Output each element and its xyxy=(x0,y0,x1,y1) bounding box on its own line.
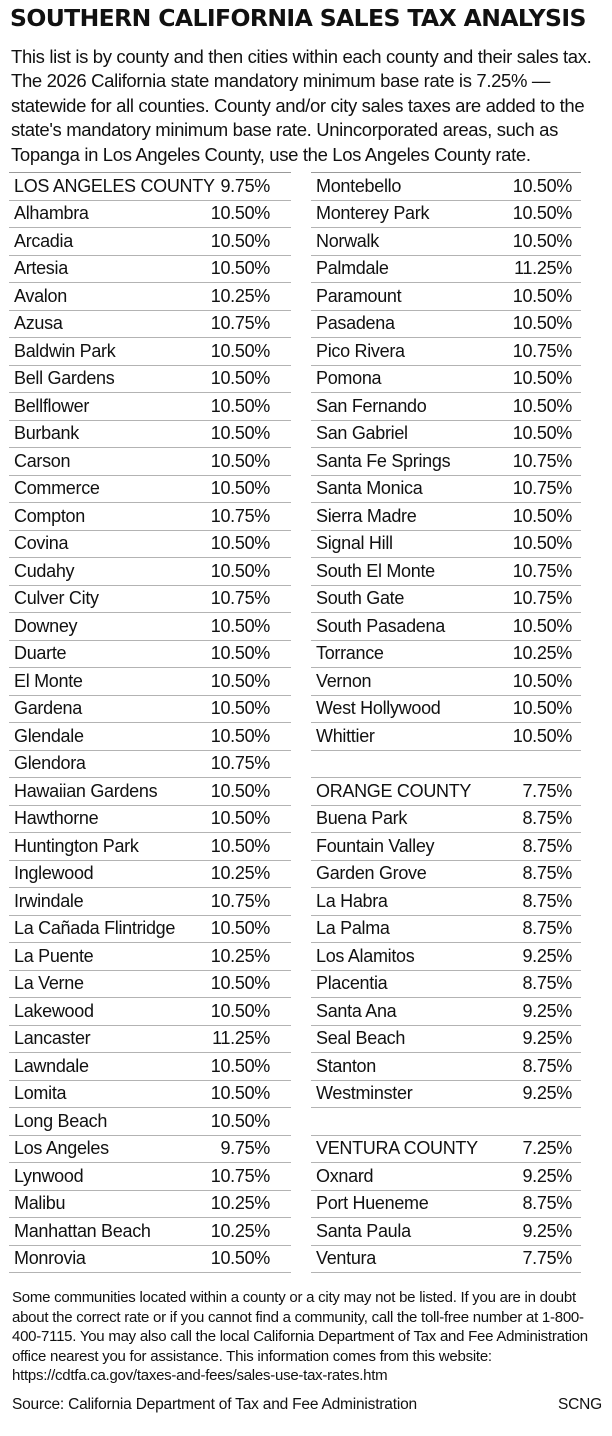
tax-rate: 10.75% xyxy=(512,340,572,361)
rate-row xyxy=(9,558,291,586)
rate-row xyxy=(9,943,291,971)
place-name: Hawaiian Gardens xyxy=(14,780,158,801)
tax-rate: 11.25% xyxy=(212,1028,270,1049)
tax-rate: 10.50% xyxy=(512,423,572,444)
tax-rate: 10.50% xyxy=(512,698,572,719)
rate-row xyxy=(9,1108,291,1136)
tax-rate: 10.50% xyxy=(210,533,270,554)
rate-row xyxy=(9,256,291,284)
place-name: Santa Ana xyxy=(316,1000,397,1021)
tax-rate: 10.25% xyxy=(210,863,270,884)
source-line: Source: California Department of Tax and Fee Administration xyxy=(12,1396,417,1413)
place-name: Stanton xyxy=(316,1055,376,1076)
tax-rate: 7.25% xyxy=(522,1138,572,1159)
tax-rate: 10.50% xyxy=(210,670,270,691)
rate-row xyxy=(9,393,291,421)
intro-paragraph: This list is by county and then cities within each county and their sales tax. The 2026 California state mandatory minimum base rate is 7.25% — statewide for all counties. County and/or city sales taxes are added to the state's mandatory minimum base rate. Unincorporated areas, such as Topanga in Los Angeles County, use the Los Angeles County rate. xyxy=(11,46,592,165)
spacer-row xyxy=(311,1108,581,1136)
place-name: Arcadia xyxy=(14,230,73,251)
place-name: Oxnard xyxy=(316,1165,374,1186)
tax-rate: 10.75% xyxy=(512,478,572,499)
place-name: Hawthorne xyxy=(14,808,99,829)
place-name: Santa Paula xyxy=(316,1220,411,1241)
place-name: Palmdale xyxy=(316,258,389,279)
tax-rate: 10.50% xyxy=(210,725,270,746)
rate-row xyxy=(9,586,291,614)
place-name: Westminster xyxy=(316,1083,413,1104)
spacer-row xyxy=(311,751,581,779)
left-rate-list xyxy=(9,172,291,1273)
place-name: Ventura xyxy=(316,1248,376,1269)
tax-rate: 10.50% xyxy=(210,1083,270,1104)
tax-rate: 10.50% xyxy=(210,423,270,444)
tax-rate: 10.50% xyxy=(210,780,270,801)
place-name: Montebello xyxy=(316,175,402,196)
place-name: Azusa xyxy=(14,313,63,334)
rate-row xyxy=(311,228,581,256)
rate-row xyxy=(9,1218,291,1246)
rate-row xyxy=(9,1081,291,1109)
rate-row xyxy=(311,283,581,311)
tax-rate: 11.25% xyxy=(514,258,572,279)
rate-row xyxy=(9,641,291,669)
tax-rate: 10.75% xyxy=(210,1165,270,1186)
tax-rate: 10.50% xyxy=(210,643,270,664)
rate-row xyxy=(311,503,581,531)
place-name: Bellflower xyxy=(14,395,90,416)
rate-row xyxy=(311,641,581,669)
tax-rate: 10.75% xyxy=(210,313,270,334)
tax-rate: 9.25% xyxy=(522,1000,572,1021)
tax-rate: 10.25% xyxy=(210,285,270,306)
tax-rate: 10.25% xyxy=(512,643,572,664)
rate-row xyxy=(311,311,581,339)
place-name: El Monte xyxy=(14,670,83,691)
place-name: Huntington Park xyxy=(14,835,139,856)
rate-row xyxy=(9,531,291,559)
rate-row xyxy=(9,916,291,944)
place-name: Monterey Park xyxy=(316,203,430,224)
place-name: Seal Beach xyxy=(316,1028,406,1049)
place-name: South Pasadena xyxy=(316,615,445,636)
rate-row xyxy=(9,201,291,229)
tax-rate: 10.50% xyxy=(512,615,572,636)
place-name: Burbank xyxy=(14,423,79,444)
rate-row xyxy=(311,558,581,586)
place-name: Los Alamitos xyxy=(316,945,415,966)
place-name: Manhattan Beach xyxy=(14,1220,151,1241)
tax-rate: 10.50% xyxy=(512,175,572,196)
place-name: Monrovia xyxy=(14,1248,86,1269)
place-name: Paramount xyxy=(316,285,402,306)
rate-row xyxy=(311,613,581,641)
place-name: Whittier xyxy=(316,725,375,746)
place-name: Pasadena xyxy=(316,313,395,334)
rate-row xyxy=(9,448,291,476)
place-name: Pomona xyxy=(316,368,382,389)
place-name: Artesia xyxy=(14,258,68,279)
tax-rate: 10.50% xyxy=(512,203,572,224)
place-name: South El Monte xyxy=(316,560,435,581)
tax-rate: 10.50% xyxy=(210,230,270,251)
place-name: Carson xyxy=(14,450,71,471)
place-name: Alhambra xyxy=(14,203,89,224)
rate-row xyxy=(9,778,291,806)
tax-rate: 10.75% xyxy=(210,890,270,911)
place-name: Compton xyxy=(14,505,85,526)
tax-rate: 8.75% xyxy=(522,973,572,994)
place-name: Duarte xyxy=(14,643,67,664)
tax-rate: 10.50% xyxy=(512,285,572,306)
rate-row xyxy=(9,1053,291,1081)
tax-rate: 10.75% xyxy=(512,450,572,471)
place-name: Long Beach xyxy=(14,1110,108,1131)
tax-rate: 10.50% xyxy=(512,505,572,526)
tax-rate: 10.50% xyxy=(512,313,572,334)
rate-row xyxy=(9,613,291,641)
place-name: La Cañada Flintridge xyxy=(14,918,176,939)
place-name: La Palma xyxy=(316,918,390,939)
place-name: Irwindale xyxy=(14,890,84,911)
tax-rate: 8.75% xyxy=(522,835,572,856)
tax-rate: 8.75% xyxy=(522,918,572,939)
rate-row xyxy=(311,393,581,421)
place-name: Buena Park xyxy=(316,808,408,829)
footnote: Some communities located within a county or a city may not be listed. If you are in doubt about the correct rate or if you cannot find a community, call the toll-free number at 1-800-400-7115. You may also call the local California Department of Tax and Fee Administration office nearest you for assistance. This information comes from this website: https://cdtfa.ca.gov/taxes-and-fees/sales-use-tax-rates.htm xyxy=(12,1289,588,1385)
tax-rate: 10.50% xyxy=(210,835,270,856)
rate-row xyxy=(9,1191,291,1219)
rate-row xyxy=(9,1163,291,1191)
tax-rate: 10.50% xyxy=(210,478,270,499)
place-name: Torrance xyxy=(316,643,384,664)
rate-row xyxy=(311,1026,581,1054)
place-name: Norwalk xyxy=(316,230,379,251)
rate-row xyxy=(311,861,581,889)
rate-row xyxy=(9,366,291,394)
tax-rate: 9.25% xyxy=(522,1220,572,1241)
tax-rate: 9.25% xyxy=(522,945,572,966)
tax-rate: 9.25% xyxy=(522,1165,572,1186)
place-name: Glendora xyxy=(14,753,86,774)
tax-rate: 10.50% xyxy=(210,698,270,719)
rate-row xyxy=(311,888,581,916)
place-name: Commerce xyxy=(14,478,100,499)
tax-rate: 8.75% xyxy=(522,1193,572,1214)
tax-rate: 9.75% xyxy=(220,175,270,196)
tax-rate: 10.50% xyxy=(210,1055,270,1076)
place-name: Garden Grove xyxy=(316,863,427,884)
rate-row xyxy=(9,228,291,256)
rate-row xyxy=(311,723,581,751)
rate-row xyxy=(311,586,581,614)
tax-rate: 9.25% xyxy=(522,1083,572,1104)
place-name: Vernon xyxy=(316,670,372,691)
place-name: VENTURA COUNTY xyxy=(316,1138,478,1159)
rate-row xyxy=(9,283,291,311)
place-name: Malibu xyxy=(14,1193,66,1214)
place-name: Lancaster xyxy=(14,1028,91,1049)
tax-rate: 10.50% xyxy=(210,1110,270,1131)
place-name: Bell Gardens xyxy=(14,368,115,389)
tax-rate: 10.75% xyxy=(512,560,572,581)
rate-row xyxy=(9,503,291,531)
place-name: Downey xyxy=(14,615,78,636)
rate-row xyxy=(311,916,581,944)
tax-rate: 10.50% xyxy=(512,230,572,251)
rate-row xyxy=(311,806,581,834)
tax-rate: 8.75% xyxy=(522,863,572,884)
tax-rate: 10.75% xyxy=(210,753,270,774)
rate-row xyxy=(9,971,291,999)
place-name: Lynwood xyxy=(14,1165,84,1186)
place-name: Baldwin Park xyxy=(14,340,116,361)
place-name: Cudahy xyxy=(14,560,75,581)
rate-row xyxy=(9,1136,291,1164)
rate-row xyxy=(311,696,581,724)
place-name: La Puente xyxy=(14,945,94,966)
place-name: West Hollywood xyxy=(316,698,441,719)
rate-row xyxy=(311,1218,581,1246)
tax-rate: 10.25% xyxy=(210,945,270,966)
tax-rate: 10.50% xyxy=(512,395,572,416)
rate-row xyxy=(311,531,581,559)
tax-rate: 10.50% xyxy=(512,368,572,389)
place-name: Lomita xyxy=(14,1083,67,1104)
place-name: Avalon xyxy=(14,285,67,306)
rate-row xyxy=(9,311,291,339)
place-name: La Habra xyxy=(316,890,388,911)
rate-row xyxy=(9,1026,291,1054)
rate-row xyxy=(9,806,291,834)
tax-rate: 10.25% xyxy=(210,1220,270,1241)
place-name: Sierra Madre xyxy=(316,505,417,526)
rate-row xyxy=(311,173,581,201)
rate-row xyxy=(311,421,581,449)
rate-row xyxy=(9,173,291,201)
place-name: La Verne xyxy=(14,973,84,994)
place-name: Signal Hill xyxy=(316,533,393,554)
tax-rate: 10.75% xyxy=(210,588,270,609)
place-name: Culver City xyxy=(14,588,99,609)
tax-rate: 8.75% xyxy=(522,890,572,911)
tax-rate: 10.50% xyxy=(210,340,270,361)
rate-row xyxy=(311,1246,581,1274)
tax-rate: 8.75% xyxy=(522,1055,572,1076)
place-name: San Gabriel xyxy=(316,423,408,444)
place-name: Placentia xyxy=(316,973,388,994)
place-name: Fountain Valley xyxy=(316,835,435,856)
rate-row xyxy=(9,668,291,696)
place-name: Pico Rivera xyxy=(316,340,405,361)
rate-row xyxy=(9,888,291,916)
tax-rate: 10.50% xyxy=(210,560,270,581)
tax-rate: 10.50% xyxy=(210,450,270,471)
rate-row xyxy=(311,778,581,806)
rate-row xyxy=(311,668,581,696)
place-name: San Fernando xyxy=(316,395,427,416)
place-name: Lakewood xyxy=(14,1000,94,1021)
place-name: Glendale xyxy=(14,725,84,746)
rate-row xyxy=(311,1136,581,1164)
rate-row xyxy=(311,201,581,229)
place-name: Covina xyxy=(14,533,69,554)
rate-row xyxy=(311,833,581,861)
rate-row xyxy=(311,338,581,366)
rate-row xyxy=(9,751,291,779)
rate-row xyxy=(9,421,291,449)
right-rate-list xyxy=(311,172,581,1273)
tax-rate: 9.25% xyxy=(522,1028,572,1049)
tax-rate: 10.50% xyxy=(210,808,270,829)
place-name: LOS ANGELES COUNTY xyxy=(14,175,215,196)
place-name: Santa Fe Springs xyxy=(316,450,451,471)
rate-row xyxy=(311,1053,581,1081)
rate-row xyxy=(9,696,291,724)
credit-line: SCNG xyxy=(558,1396,602,1413)
rate-row xyxy=(311,971,581,999)
rate-row xyxy=(9,476,291,504)
place-name: Los Angeles xyxy=(14,1138,109,1159)
rate-row xyxy=(9,723,291,751)
rate-row xyxy=(311,476,581,504)
tax-rate: 10.50% xyxy=(210,615,270,636)
tax-rate: 10.50% xyxy=(512,670,572,691)
place-name: Santa Monica xyxy=(316,478,423,499)
tax-rate: 10.50% xyxy=(512,725,572,746)
place-name: ORANGE COUNTY xyxy=(316,780,472,801)
rate-row xyxy=(9,998,291,1026)
tax-rate: 10.50% xyxy=(210,973,270,994)
page-title: SOUTHERN CALIFORNIA SALES TAX ANALYSIS xyxy=(10,4,586,32)
rate-row xyxy=(311,1191,581,1219)
rate-row xyxy=(9,338,291,366)
tax-rate: 9.75% xyxy=(220,1138,270,1159)
rate-row xyxy=(9,1246,291,1274)
rate-row xyxy=(311,1163,581,1191)
place-name: Lawndale xyxy=(14,1055,89,1076)
place-name: Port Hueneme xyxy=(316,1193,429,1214)
rate-row xyxy=(311,256,581,284)
rate-row xyxy=(311,943,581,971)
tax-rate: 10.75% xyxy=(210,505,270,526)
tax-rate: 7.75% xyxy=(522,1248,572,1269)
tax-rate: 10.50% xyxy=(210,368,270,389)
tax-rate: 10.50% xyxy=(512,533,572,554)
place-name: Gardena xyxy=(14,698,82,719)
rate-row xyxy=(9,833,291,861)
tax-rate: 10.25% xyxy=(210,1193,270,1214)
tax-rate: 10.50% xyxy=(210,395,270,416)
tax-rate: 10.50% xyxy=(210,1248,270,1269)
tax-rate: 10.50% xyxy=(210,1000,270,1021)
tax-rate: 10.75% xyxy=(512,588,572,609)
rate-row xyxy=(311,998,581,1026)
tax-rate: 7.75% xyxy=(522,780,572,801)
tax-rate: 10.50% xyxy=(210,258,270,279)
tax-rate: 10.50% xyxy=(210,918,270,939)
rate-row xyxy=(311,448,581,476)
place-name: Inglewood xyxy=(14,863,94,884)
tax-rate: 8.75% xyxy=(522,808,572,829)
tax-rate: 10.50% xyxy=(210,203,270,224)
rate-row xyxy=(311,366,581,394)
place-name: South Gate xyxy=(316,588,405,609)
rate-row xyxy=(311,1081,581,1109)
rate-row xyxy=(9,861,291,889)
